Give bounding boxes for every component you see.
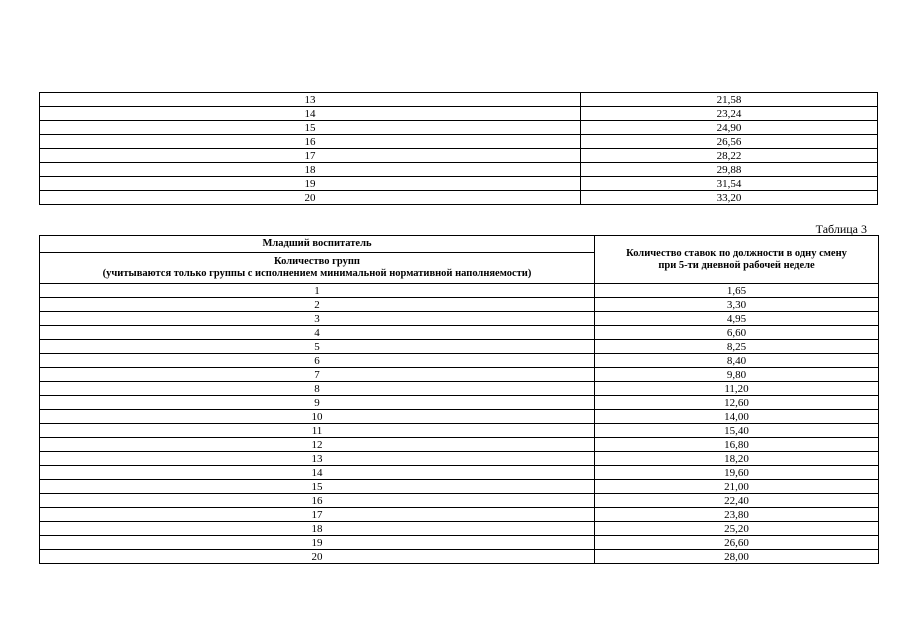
table-3-body xyxy=(40,236,879,564)
table-3 xyxy=(39,235,879,564)
rate-value-cell: 28,22 xyxy=(581,149,878,163)
rate-value-cell: 18,20 xyxy=(595,452,879,466)
table-row xyxy=(40,354,879,368)
rate-value-cell: 21,00 xyxy=(595,480,879,494)
group-count-cell: 18 xyxy=(40,522,595,536)
table-row xyxy=(40,340,879,354)
rate-value-cell: 8,40 xyxy=(595,354,879,368)
top-table-body xyxy=(40,93,878,205)
table-row xyxy=(40,424,879,438)
group-count-cell: 4 xyxy=(40,326,595,340)
table-row xyxy=(40,312,879,326)
rate-value-cell: 26,60 xyxy=(595,536,879,550)
table-row xyxy=(40,536,879,550)
group-count-cell: 10 xyxy=(40,410,595,424)
table-row xyxy=(40,382,879,396)
rate-value-cell: 1,65 xyxy=(595,284,879,298)
table-row xyxy=(40,298,879,312)
table-caption: Таблица 3 xyxy=(815,222,867,236)
table-row xyxy=(40,191,878,205)
table-row xyxy=(40,163,878,177)
rate-value-cell: 14,00 xyxy=(595,410,879,424)
rate-value-cell: 16,80 xyxy=(595,438,879,452)
header-row-title xyxy=(40,236,879,253)
rate-value-cell: 25,20 xyxy=(595,522,879,536)
table-row xyxy=(40,368,879,382)
rate-value-cell: 28,00 xyxy=(595,550,879,564)
header-rates xyxy=(595,236,879,284)
group-count-cell: 3 xyxy=(40,312,595,326)
table-row xyxy=(40,121,878,135)
rate-value-cell: 23,80 xyxy=(595,508,879,522)
group-count-cell: 17 xyxy=(40,149,581,163)
group-count-cell: 14 xyxy=(40,466,595,480)
group-count-cell: 19 xyxy=(40,177,581,191)
rate-value-cell: 29,88 xyxy=(581,163,878,177)
rate-value-cell: 22,40 xyxy=(595,494,879,508)
group-count-cell: 11 xyxy=(40,424,595,438)
group-count-cell: 15 xyxy=(40,121,581,135)
table-row xyxy=(40,466,879,480)
table-row xyxy=(40,480,879,494)
rate-value-cell: 3,30 xyxy=(595,298,879,312)
rate-value-cell: 31,54 xyxy=(581,177,878,191)
table-row xyxy=(40,149,878,163)
table-row xyxy=(40,410,879,424)
rate-value-cell: 4,95 xyxy=(595,312,879,326)
top-table xyxy=(39,92,878,205)
rate-value-cell: 8,25 xyxy=(595,340,879,354)
header-rates-line2: при 5-ти дневной рабочей неделе xyxy=(658,259,815,271)
group-count-cell: 16 xyxy=(40,135,581,149)
group-count-cell: 2 xyxy=(40,298,595,312)
rate-value-cell: 11,20 xyxy=(595,382,879,396)
rate-value-cell: 19,60 xyxy=(595,466,879,480)
table-row xyxy=(40,107,878,121)
table-row xyxy=(40,550,879,564)
rate-value-cell: 21,58 xyxy=(581,93,878,107)
group-count-cell: 20 xyxy=(40,550,595,564)
rate-value-cell: 15,40 xyxy=(595,424,879,438)
rate-value-cell: 33,20 xyxy=(581,191,878,205)
table-row xyxy=(40,438,879,452)
group-count-cell: 6 xyxy=(40,354,595,368)
table-row xyxy=(40,494,879,508)
group-count-cell: 18 xyxy=(40,163,581,177)
group-count-cell: 20 xyxy=(40,191,581,205)
group-count-cell: 8 xyxy=(40,382,595,396)
rate-value-cell: 9,80 xyxy=(595,368,879,382)
group-count-cell: 17 xyxy=(40,508,595,522)
group-count-cell: 13 xyxy=(40,452,595,466)
table-row xyxy=(40,522,879,536)
rate-value-cell: 26,56 xyxy=(581,135,878,149)
group-count-cell: 7 xyxy=(40,368,595,382)
group-count-cell: 13 xyxy=(40,93,581,107)
table-row xyxy=(40,284,879,298)
header-rates-line1: Количество ставок по должности в одну смену xyxy=(626,247,847,259)
rate-value-cell: 23,24 xyxy=(581,107,878,121)
header-title: Младший воспитатель xyxy=(40,236,595,253)
table-row xyxy=(40,326,879,340)
group-count-cell: 12 xyxy=(40,438,595,452)
group-count-cell: 5 xyxy=(40,340,595,354)
table-row xyxy=(40,177,878,191)
table-row xyxy=(40,452,879,466)
header-groups-line2: (учитываются только группы с исполнением минимальной нормативной наполняемости) xyxy=(102,268,532,279)
group-count-cell: 16 xyxy=(40,494,595,508)
header-groups-line1: Количество групп xyxy=(274,256,360,267)
table-row xyxy=(40,135,878,149)
group-count-cell: 1 xyxy=(40,284,595,298)
table-row xyxy=(40,93,878,107)
rate-value-cell: 6,60 xyxy=(595,326,879,340)
header-groups xyxy=(40,253,595,284)
group-count-cell: 15 xyxy=(40,480,595,494)
table-row xyxy=(40,396,879,410)
rate-value-cell: 24,90 xyxy=(581,121,878,135)
table-row xyxy=(40,508,879,522)
group-count-cell: 14 xyxy=(40,107,581,121)
rate-value-cell: 12,60 xyxy=(595,396,879,410)
group-count-cell: 9 xyxy=(40,396,595,410)
group-count-cell: 19 xyxy=(40,536,595,550)
